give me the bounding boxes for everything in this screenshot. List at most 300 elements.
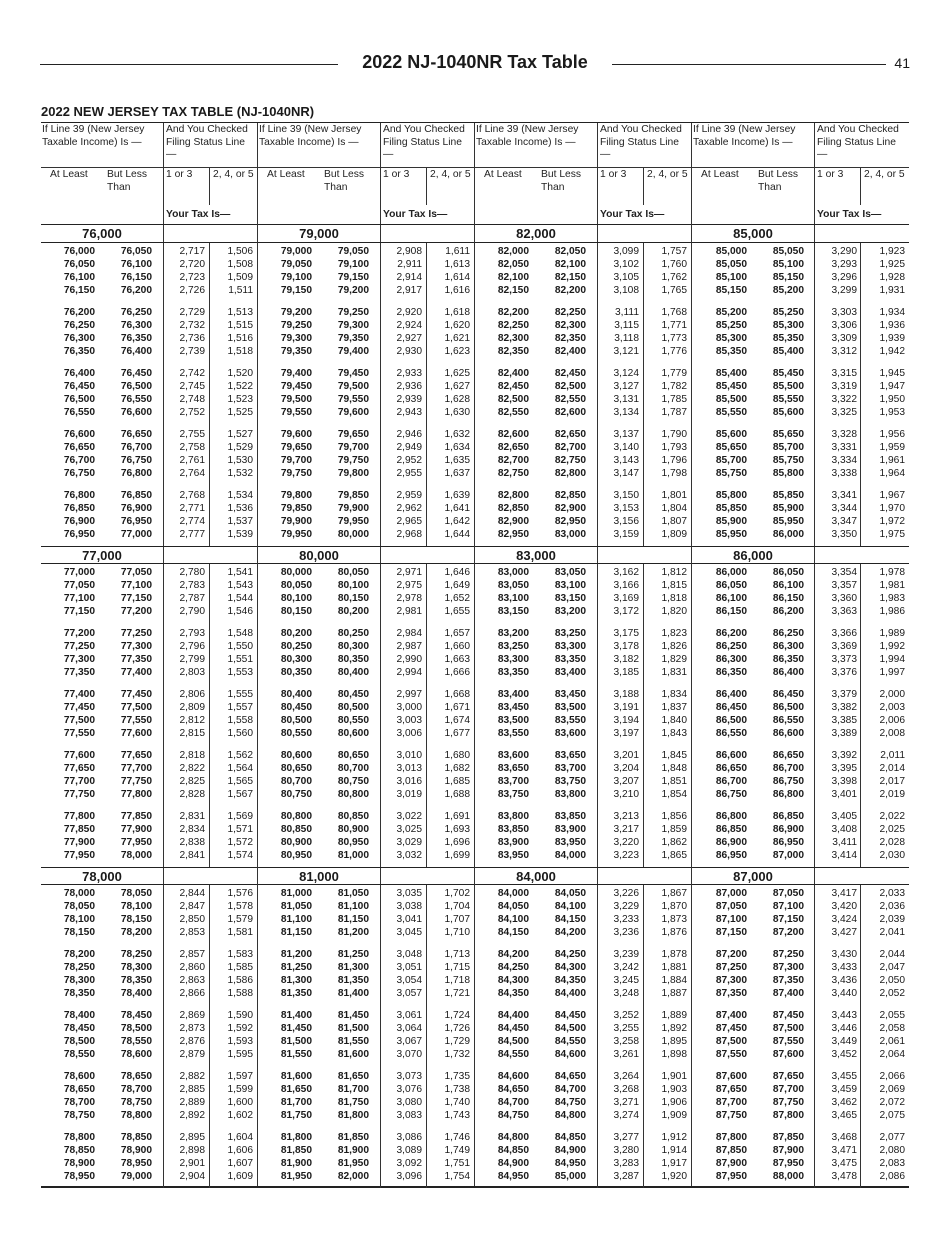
income-bracket-block — [475, 564, 691, 868]
but-less-than-cell: 87,150 — [772, 914, 804, 926]
but-less-than-cell: 82,550 — [554, 393, 586, 405]
tax-status-2-4-5-cell: 1,627 — [444, 380, 470, 392]
tax-status-2-4-5-cell: 1,765 — [661, 285, 687, 297]
table-row — [692, 502, 909, 515]
tax-status-2-4-5-cell: 1,515 — [227, 319, 253, 331]
tax-status-2-4-5-cell: 1,934 — [879, 306, 905, 318]
tax-status-1-3-cell: 3,420 — [831, 900, 857, 912]
header-tax-divider — [426, 167, 427, 205]
tax-status-2-4-5-cell: 1,710 — [444, 927, 470, 939]
but-less-than-cell: 79,900 — [337, 502, 369, 514]
tax-status-1-3-cell: 3,153 — [613, 502, 639, 514]
at-least-cell: 84,650 — [497, 1083, 529, 1095]
tax-status-1-3-cell: 3,446 — [831, 1022, 857, 1034]
table-row — [692, 701, 909, 714]
row-group — [258, 1070, 474, 1131]
tax-status-2-4-5-cell: 1,793 — [661, 441, 687, 453]
tax-status-1-3-cell: 2,869 — [179, 1009, 205, 1021]
table-row — [41, 428, 257, 441]
tax-status-1-3-cell: 3,379 — [831, 688, 857, 700]
but-less-than-cell: 76,300 — [120, 319, 152, 331]
but-less-than-cell: 83,300 — [554, 640, 586, 652]
at-least-cell: 78,050 — [63, 900, 95, 912]
tax-status-1-3-cell: 3,207 — [613, 775, 639, 787]
at-least-cell: 79,800 — [280, 489, 312, 501]
at-least-cell: 79,650 — [280, 441, 312, 453]
row-group — [258, 367, 474, 428]
tax-status-2-4-5-cell: 1,776 — [661, 346, 687, 358]
tax-status-2-4-5-cell: 1,602 — [227, 1110, 253, 1122]
table-row — [41, 566, 257, 579]
tax-status-2-4-5-cell: 1,637 — [444, 468, 470, 480]
tax-status-2-4-5-cell: 2,064 — [879, 1049, 905, 1061]
tax-status-2-4-5-cell: 1,782 — [661, 380, 687, 392]
but-less-than-cell: 86,400 — [772, 667, 804, 679]
but-less-than-cell: 85,350 — [772, 332, 804, 344]
tax-status-1-3-cell: 2,783 — [179, 579, 205, 591]
but-less-than-cell: 81,250 — [337, 948, 369, 960]
but-less-than-cell: 77,250 — [120, 627, 152, 639]
tax-status-1-3-cell: 3,041 — [396, 914, 422, 926]
header-rule — [41, 167, 257, 168]
at-least-cell: 76,550 — [63, 407, 95, 419]
tax-status-2-4-5-cell: 1,779 — [661, 367, 687, 379]
row-group — [258, 306, 474, 367]
table-row — [692, 566, 909, 579]
at-least-cell: 81,450 — [280, 1022, 312, 1034]
but-less-than-cell: 84,000 — [554, 850, 586, 862]
table-row — [41, 1109, 257, 1122]
but-less-than-cell: 79,000 — [120, 1171, 152, 1183]
but-less-than-cell: 84,600 — [554, 1049, 586, 1061]
table-row — [692, 380, 909, 393]
but-less-than-cell: 80,000 — [337, 529, 369, 541]
tax-status-2-4-5-cell: 1,544 — [227, 592, 253, 604]
but-less-than-cell: 81,500 — [337, 1022, 369, 1034]
table-row — [258, 1170, 474, 1183]
at-least-cell: 77,650 — [63, 762, 95, 774]
tax-status-2-4-5-cell: 1,978 — [879, 566, 905, 578]
tax-status-2-4-5-cell: 1,715 — [444, 961, 470, 973]
tax-status-1-3-cell: 3,242 — [613, 961, 639, 973]
table-row — [258, 258, 474, 271]
table-row — [41, 762, 257, 775]
table-row — [692, 640, 909, 653]
but-less-than-cell: 86,050 — [772, 566, 804, 578]
but-less-than-cell: 86,800 — [772, 789, 804, 801]
but-less-than-cell: 81,350 — [337, 975, 369, 987]
income-bracket-heading — [692, 225, 909, 243]
table-row — [41, 380, 257, 393]
tax-status-2-4-5-cell: 1,807 — [661, 515, 687, 527]
tax-status-2-4-5-cell: 1,746 — [444, 1131, 470, 1143]
but-less-than-cell: 79,800 — [337, 468, 369, 480]
at-least-cell: 82,100 — [497, 271, 529, 283]
tax-status-1-3-cell: 3,057 — [396, 988, 422, 1000]
but-less-than-cell: 77,000 — [120, 529, 152, 541]
at-least-cell: 81,250 — [280, 961, 312, 973]
but-less-than-cell: 80,350 — [337, 653, 369, 665]
but-less-than-cell: 83,500 — [554, 701, 586, 713]
but-less-than-cell: 85,150 — [772, 271, 804, 283]
table-row — [692, 974, 909, 987]
table-row — [258, 345, 474, 358]
tax-status-2-4-5-cell: 1,642 — [444, 515, 470, 527]
but-less-than-cell: 78,450 — [120, 1009, 152, 1021]
tax-status-2-4-5-cell: 1,859 — [661, 823, 687, 835]
table-row — [41, 245, 257, 258]
table-row — [475, 406, 691, 419]
but-less-than-cell: 87,050 — [772, 887, 804, 899]
tax-status-2-4-5-cell: 1,964 — [879, 468, 905, 480]
at-least-cell: 78,150 — [63, 927, 95, 939]
row-group — [475, 810, 691, 871]
table-row — [41, 332, 257, 345]
tax-status-2-4-5-cell: 1,787 — [661, 407, 687, 419]
tax-status-2-4-5-cell: 1,618 — [444, 306, 470, 318]
row-group — [475, 367, 691, 428]
tax-status-2-4-5-cell: 1,518 — [227, 346, 253, 358]
tax-status-2-4-5-cell: 1,901 — [661, 1070, 687, 1082]
tax-status-1-3-cell: 3,178 — [613, 640, 639, 652]
row-group — [258, 627, 474, 688]
tax-status-1-3-cell: 2,768 — [179, 489, 205, 501]
table-row — [692, 489, 909, 502]
tax-status-1-3-cell: 3,194 — [613, 714, 639, 726]
tax-status-1-3-cell: 2,812 — [179, 714, 205, 726]
table-row — [258, 836, 474, 849]
but-less-than-cell: 85,850 — [772, 489, 804, 501]
but-less-than-cell: 78,600 — [120, 1049, 152, 1061]
tax-status-2-4-5-cell: 1,508 — [227, 258, 253, 270]
tax-status-2-4-5-cell: 1,539 — [227, 529, 253, 541]
at-least-cell: 79,200 — [280, 306, 312, 318]
at-least-cell: 81,750 — [280, 1110, 312, 1122]
table-row — [692, 810, 909, 823]
at-least-cell: 84,900 — [497, 1158, 529, 1170]
but-less-than-cell: 77,150 — [120, 592, 152, 604]
tax-status-1-3-cell: 2,952 — [396, 454, 422, 466]
tax-status-1-3-cell: 3,156 — [613, 515, 639, 527]
tax-status-1-3-cell: 3,299 — [831, 285, 857, 297]
at-least-cell: 80,800 — [280, 810, 312, 822]
table-row — [692, 1096, 909, 1109]
tax-status-1-3-cell: 3,475 — [831, 1158, 857, 1170]
but-less-than-cell: 79,950 — [337, 515, 369, 527]
table-row — [475, 714, 691, 727]
tax-status-1-3-cell: 3,204 — [613, 762, 639, 774]
at-least-cell: 85,900 — [715, 515, 747, 527]
but-less-than-cell: 80,600 — [337, 728, 369, 740]
at-least-cell: 82,900 — [497, 515, 529, 527]
at-least-cell: 78,750 — [63, 1110, 95, 1122]
tax-status-1-3-cell: 3,150 — [613, 489, 639, 501]
but-less-than-cell: 77,850 — [120, 810, 152, 822]
tax-status-2-4-5-cell: 1,632 — [444, 428, 470, 440]
table-row — [41, 900, 257, 913]
tax-status-1-3-cell: 3,408 — [831, 823, 857, 835]
table-row — [692, 332, 909, 345]
tax-status-1-3-cell: 3,239 — [613, 948, 639, 960]
table-row — [475, 1144, 691, 1157]
income-bracket-heading — [41, 225, 257, 243]
tax-status-2-4-5-cell: 1,931 — [879, 285, 905, 297]
but-less-than-cell: 86,350 — [772, 653, 804, 665]
but-less-than-cell: 81,550 — [337, 1036, 369, 1048]
header-but-less-than: But Less Than — [107, 169, 148, 193]
tax-status-2-4-5-cell: 1,704 — [444, 900, 470, 912]
tax-status-1-3-cell: 3,108 — [613, 285, 639, 297]
but-less-than-cell: 86,300 — [772, 640, 804, 652]
at-least-cell: 79,150 — [280, 285, 312, 297]
tax-status-2-4-5-cell: 1,981 — [879, 579, 905, 591]
tax-status-2-4-5-cell: 1,862 — [661, 836, 687, 848]
tax-status-1-3-cell: 2,787 — [179, 592, 205, 604]
but-less-than-cell: 81,100 — [337, 900, 369, 912]
but-less-than-cell: 87,700 — [772, 1083, 804, 1095]
table-row — [692, 528, 909, 541]
table-row — [41, 714, 257, 727]
at-least-cell: 86,850 — [715, 823, 747, 835]
tax-status-1-3-cell: 3,099 — [613, 245, 639, 257]
tax-status-1-3-cell: 2,949 — [396, 441, 422, 453]
row-group — [41, 428, 257, 489]
row-group — [41, 810, 257, 871]
tax-status-1-3-cell: 2,745 — [179, 380, 205, 392]
at-least-cell: 85,700 — [715, 454, 747, 466]
table-row — [475, 467, 691, 480]
header-rule-right — [612, 64, 886, 65]
tax-status-2-4-5-cell: 2,003 — [879, 701, 905, 713]
table-row — [475, 258, 691, 271]
table-row — [41, 974, 257, 987]
table-row — [258, 823, 474, 836]
tax-status-1-3-cell: 3,245 — [613, 975, 639, 987]
but-less-than-cell: 77,550 — [120, 714, 152, 726]
but-less-than-cell: 79,250 — [337, 306, 369, 318]
but-less-than-cell: 85,200 — [772, 285, 804, 297]
tax-status-1-3-cell: 3,338 — [831, 468, 857, 480]
header-if-line: If Line 39 (New Jersey Taxable Income) Is — — [259, 124, 362, 148]
but-less-than-cell: 80,300 — [337, 640, 369, 652]
tax-status-1-3-cell: 2,885 — [179, 1083, 205, 1095]
but-less-than-cell: 80,850 — [337, 810, 369, 822]
row-group — [692, 306, 909, 367]
tax-status-2-4-5-cell: 1,884 — [661, 975, 687, 987]
tax-status-2-4-5-cell: 1,735 — [444, 1070, 470, 1082]
tax-status-1-3-cell: 2,799 — [179, 653, 205, 665]
but-less-than-cell: 82,200 — [554, 285, 586, 297]
tax-status-2-4-5-cell: 1,831 — [661, 667, 687, 679]
tax-status-1-3-cell: 3,264 — [613, 1070, 639, 1082]
at-least-cell: 78,350 — [63, 988, 95, 1000]
table-row — [692, 666, 909, 679]
at-least-cell: 87,000 — [715, 887, 747, 899]
table-row — [41, 961, 257, 974]
table-row — [258, 762, 474, 775]
tax-status-2-4-5-cell: 1,707 — [444, 914, 470, 926]
tax-status-2-4-5-cell: 1,682 — [444, 762, 470, 774]
at-least-cell: 83,950 — [497, 850, 529, 862]
tax-status-1-3-cell: 3,344 — [831, 502, 857, 514]
table-row — [41, 271, 257, 284]
tax-status-1-3-cell: 3,013 — [396, 762, 422, 774]
tax-status-2-4-5-cell: 1,942 — [879, 346, 905, 358]
at-least-cell: 82,450 — [497, 380, 529, 392]
at-least-cell: 87,900 — [715, 1158, 747, 1170]
at-least-cell: 78,200 — [63, 948, 95, 960]
tax-status-1-3-cell: 3,303 — [831, 306, 857, 318]
but-less-than-cell: 78,250 — [120, 948, 152, 960]
tax-status-1-3-cell: 3,287 — [613, 1171, 639, 1183]
tax-status-1-3-cell: 3,401 — [831, 789, 857, 801]
tax-status-2-4-5-cell: 1,639 — [444, 489, 470, 501]
at-least-cell: 80,300 — [280, 653, 312, 665]
at-least-cell: 80,050 — [280, 579, 312, 591]
tax-status-1-3-cell: 3,417 — [831, 887, 857, 899]
at-least-cell: 76,650 — [63, 441, 95, 453]
but-less-than-cell: 80,450 — [337, 688, 369, 700]
but-less-than-cell: 77,050 — [120, 566, 152, 578]
but-less-than-cell: 85,250 — [772, 306, 804, 318]
at-least-cell: 82,700 — [497, 454, 529, 466]
at-least-cell: 86,300 — [715, 653, 747, 665]
tax-status-1-3-cell: 2,723 — [179, 271, 205, 283]
but-less-than-cell: 86,000 — [772, 529, 804, 541]
but-less-than-cell: 84,800 — [554, 1110, 586, 1122]
but-less-than-cell: 77,750 — [120, 775, 152, 787]
at-least-cell: 86,350 — [715, 667, 747, 679]
income-bracket-heading — [692, 546, 909, 564]
tax-status-1-3-cell: 2,755 — [179, 428, 205, 440]
tax-status-1-3-cell: 3,462 — [831, 1097, 857, 1109]
at-least-cell: 80,950 — [280, 850, 312, 862]
tax-status-1-3-cell: 2,936 — [396, 380, 422, 392]
but-less-than-cell: 81,200 — [337, 927, 369, 939]
at-least-cell: 83,000 — [497, 566, 529, 578]
tax-status-2-4-5-cell: 1,649 — [444, 579, 470, 591]
header-rule-left — [40, 64, 338, 65]
at-least-cell: 77,750 — [63, 789, 95, 801]
tax-status-2-4-5-cell: 1,564 — [227, 762, 253, 774]
at-least-cell: 87,450 — [715, 1022, 747, 1034]
tax-status-2-4-5-cell: 1,565 — [227, 775, 253, 787]
at-least-cell: 81,400 — [280, 1009, 312, 1021]
row-group — [692, 367, 909, 428]
row-group — [258, 428, 474, 489]
but-less-than-cell: 87,400 — [772, 988, 804, 1000]
tax-status-2-4-5-cell: 1,562 — [227, 749, 253, 761]
table-row — [41, 1048, 257, 1061]
tax-status-2-4-5-cell: 1,903 — [661, 1083, 687, 1095]
at-least-cell: 77,400 — [63, 688, 95, 700]
tax-status-1-3-cell: 3,389 — [831, 728, 857, 740]
tax-status-1-3-cell: 3,296 — [831, 271, 857, 283]
tax-status-1-3-cell: 3,217 — [613, 823, 639, 835]
tax-status-2-4-5-cell: 1,815 — [661, 579, 687, 591]
tax-status-2-4-5-cell: 1,511 — [228, 285, 253, 297]
tax-status-1-3-cell: 2,895 — [179, 1131, 205, 1143]
tax-status-2-4-5-cell: 1,798 — [661, 468, 687, 480]
tax-status-2-4-5-cell: 1,889 — [661, 1009, 687, 1021]
but-less-than-cell: 85,300 — [772, 319, 804, 331]
at-least-cell: 82,150 — [497, 285, 529, 297]
at-least-cell: 80,450 — [280, 701, 312, 713]
tax-status-1-3-cell: 2,818 — [179, 749, 205, 761]
tax-status-1-3-cell: 2,866 — [179, 988, 205, 1000]
at-least-cell: 79,500 — [280, 393, 312, 405]
at-least-cell: 82,400 — [497, 367, 529, 379]
at-least-cell: 78,000 — [63, 887, 95, 899]
tax-status-2-4-5-cell: 1,754 — [444, 1171, 470, 1183]
tax-status-1-3-cell: 2,850 — [179, 914, 205, 926]
table-row — [258, 528, 474, 541]
tax-status-1-3-cell: 3,405 — [831, 810, 857, 822]
but-less-than-cell: 82,000 — [337, 1171, 369, 1183]
table-row — [692, 900, 909, 913]
tax-status-1-3-cell: 2,965 — [396, 515, 422, 527]
table-row — [692, 454, 909, 467]
table-row — [475, 640, 691, 653]
tax-status-1-3-cell: 3,054 — [396, 975, 422, 987]
tax-status-2-4-5-cell: 1,887 — [661, 988, 687, 1000]
at-least-cell: 77,350 — [63, 667, 95, 679]
but-less-than-cell: 84,750 — [554, 1097, 586, 1109]
but-less-than-cell: 81,000 — [337, 850, 369, 862]
at-least-cell: 85,200 — [715, 306, 747, 318]
row-group — [692, 688, 909, 749]
income-bracket-block — [692, 564, 909, 868]
table-row — [41, 579, 257, 592]
tax-status-1-3-cell: 2,990 — [396, 653, 422, 665]
but-less-than-cell: 81,800 — [337, 1110, 369, 1122]
tax-status-1-3-cell: 2,882 — [179, 1070, 205, 1082]
heading-divider — [814, 547, 815, 563]
at-least-cell: 76,150 — [63, 285, 95, 297]
at-least-cell: 81,000 — [280, 887, 312, 899]
table-row — [41, 319, 257, 332]
tax-status-2-4-5-cell: 1,660 — [444, 640, 470, 652]
table-row — [41, 1170, 257, 1183]
tax-status-1-3-cell: 3,293 — [831, 258, 857, 270]
tax-status-2-4-5-cell: 1,878 — [661, 948, 687, 960]
table-row — [475, 284, 691, 297]
but-less-than-cell: 83,450 — [554, 688, 586, 700]
at-least-cell: 78,100 — [63, 914, 95, 926]
tax-status-2-4-5-cell: 1,572 — [227, 836, 253, 848]
tax-status-1-3-cell: 3,182 — [613, 653, 639, 665]
tax-status-2-4-5-cell: 1,917 — [661, 1158, 687, 1170]
row-group — [258, 810, 474, 871]
but-less-than-cell: 78,350 — [120, 975, 152, 987]
tax-status-2-4-5-cell: 1,685 — [444, 775, 470, 787]
tax-status-1-3-cell: 2,825 — [179, 775, 205, 787]
tax-status-1-3-cell: 2,927 — [396, 332, 422, 344]
table-row — [41, 823, 257, 836]
table-row — [475, 454, 691, 467]
table-row — [258, 1109, 474, 1122]
tax-status-1-3-cell: 3,226 — [613, 887, 639, 899]
row-group — [475, 306, 691, 367]
table-row — [41, 1035, 257, 1048]
tax-status-2-4-5-cell: 2,022 — [879, 810, 905, 822]
but-less-than-cell: 84,150 — [554, 914, 586, 926]
but-less-than-cell: 80,400 — [337, 667, 369, 679]
but-less-than-cell: 87,650 — [772, 1070, 804, 1082]
table-row — [258, 515, 474, 528]
row-group — [258, 948, 474, 1009]
tax-status-1-3-cell: 2,908 — [396, 245, 422, 257]
